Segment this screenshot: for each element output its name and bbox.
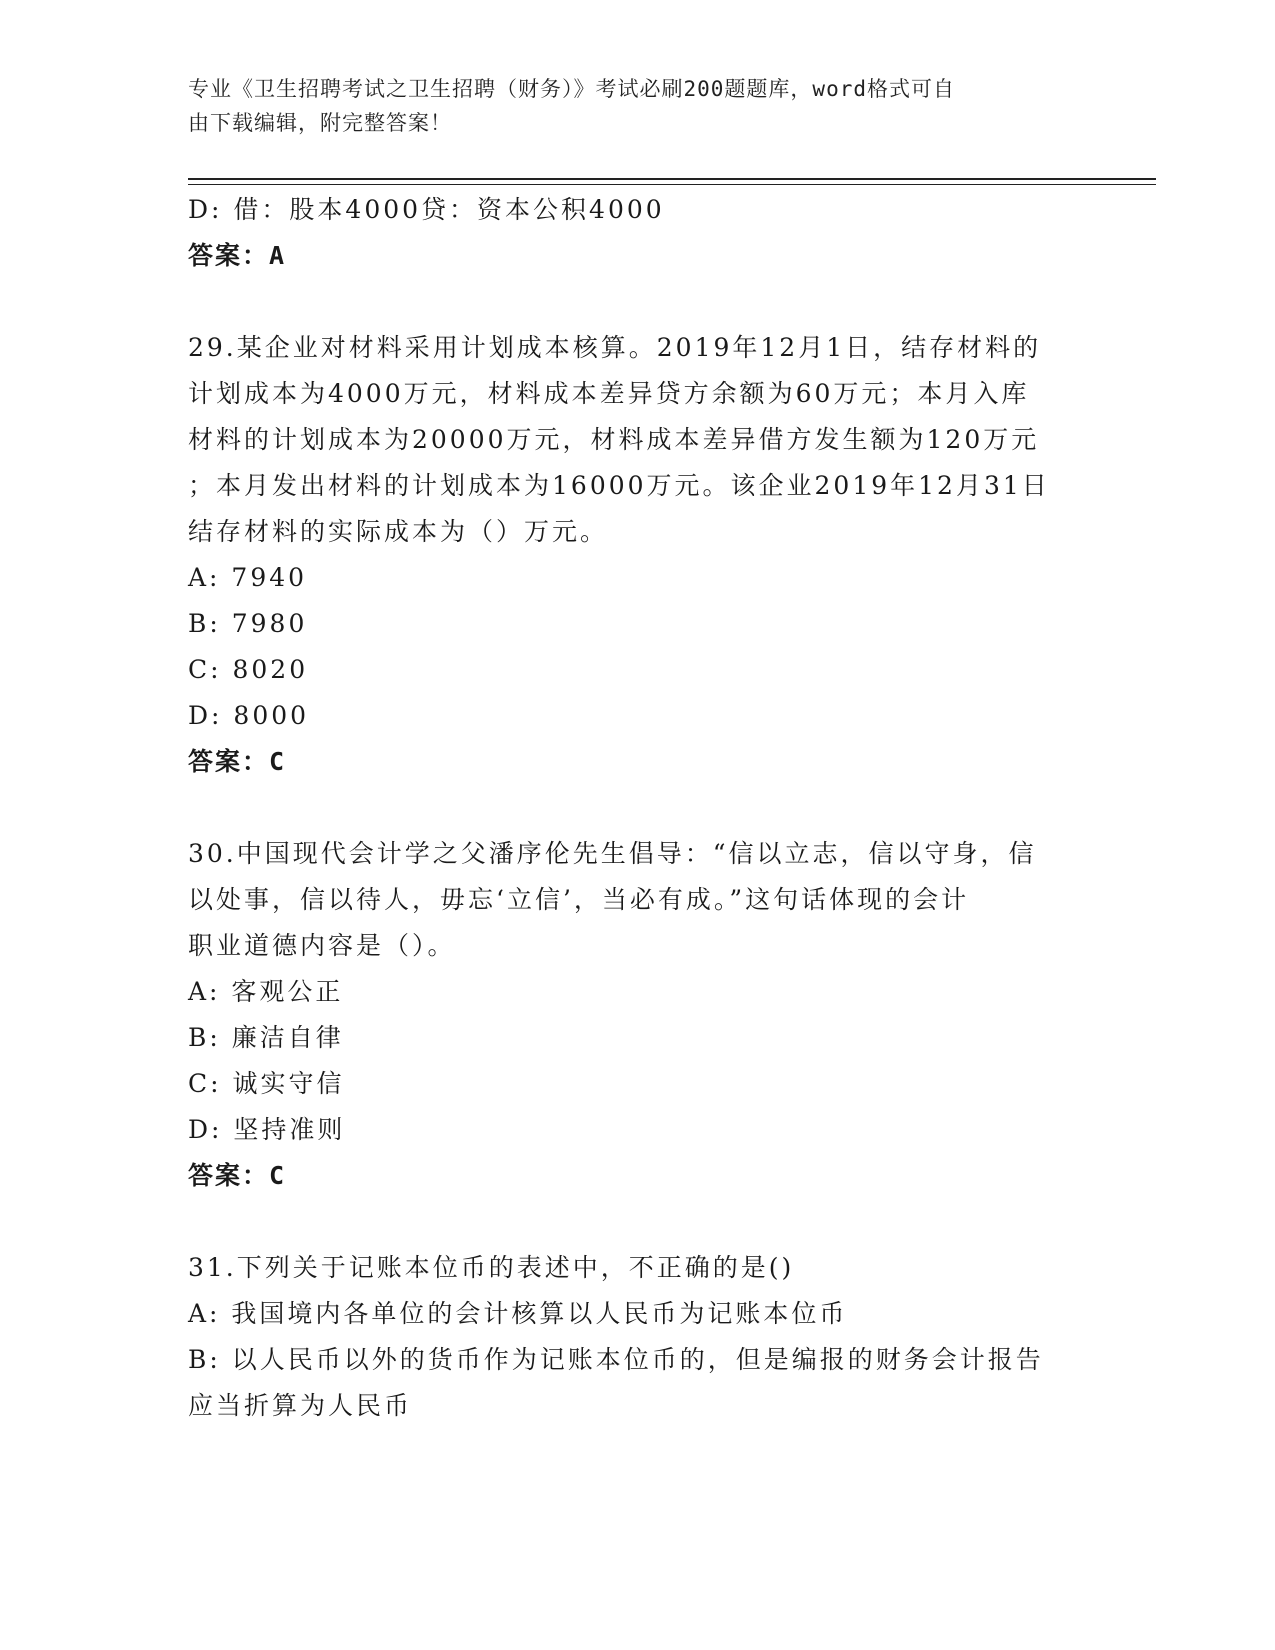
q29-option-a: A: 7940 [188, 563, 308, 592]
q29-option-d: D: 8000 [188, 701, 310, 730]
q28-answer: 答案：A [188, 241, 287, 270]
q31-option-b-continued: 应当折算为人民币 [188, 1391, 413, 1420]
q29-stem-line: 29.某企业对材料采用计划成本核算。2019年12月1日，结存材料的 [188, 333, 1042, 362]
q30-option-c: C: 诚实守信 [188, 1069, 345, 1098]
spacer [188, 1199, 1088, 1245]
q29-stem [188, 325, 1088, 555]
q31-stem [188, 1245, 1088, 1291]
spacer [188, 279, 1088, 325]
q31-option-a: A: 我国境内各单位的会计核算以人民币为记账本位币 [188, 1299, 848, 1328]
spacer [188, 785, 1088, 831]
q30-option-b: B: 廉洁自律 [188, 1023, 344, 1052]
q29-option-b: B: 7980 [188, 609, 308, 638]
q30-stem [188, 831, 1088, 969]
q29-stem-line: 计划成本为4000万元，材料成本差异贷方余额为60万元；本月入库 [188, 379, 1030, 408]
q31-option-b: B: 以人民币以外的货币作为记账本位币的，但是编报的财务会计报告 [188, 1345, 1044, 1374]
q30-option-d: D: 坚持准则 [188, 1115, 346, 1144]
header-divider-thin [188, 184, 1156, 185]
q30-stem-line: 30.中国现代会计学之父潘序伦先生倡导：“信以立志，信以守身，信 [188, 839, 1037, 868]
q30-stem-line: 职业道德内容是（）。 [188, 931, 456, 960]
q30-stem-line: 以处事，信以待人，毋忘‘立信’，当必有成。”这句话体现的会计 [188, 885, 970, 914]
q29-stem-line: ；本月发出材料的计划成本为16000万元。该企业2019年12月31日 [188, 471, 1050, 500]
header-divider-thick [188, 178, 1156, 180]
question-list [188, 187, 1088, 1429]
q31-stem-line: 31.下列关于记账本位币的表述中，不正确的是() [188, 1253, 795, 1282]
q29-answer: 答案：C [188, 747, 287, 776]
q29-option-c: C: 8020 [188, 655, 309, 684]
q28-option-d: D: 借：股本4000贷：资本公积4000 [188, 195, 665, 224]
q29-stem-line: 材料的计划成本为20000万元，材料成本差异借方发生额为120万元 [188, 425, 1040, 454]
q30-option-a: A: 客观公正 [188, 977, 344, 1006]
header-line-2: 由下载编辑，附完整答案！ [188, 111, 452, 135]
q29-stem-line: 结存材料的实际成本为（）万元。 [188, 517, 609, 546]
q30-answer: 答案：C [188, 1161, 287, 1190]
header-line-1: 专业《卫生招聘考试之卫生招聘（财务）》考试必刷200题题库，word格式可自 [188, 77, 955, 101]
document-header [188, 72, 1088, 140]
